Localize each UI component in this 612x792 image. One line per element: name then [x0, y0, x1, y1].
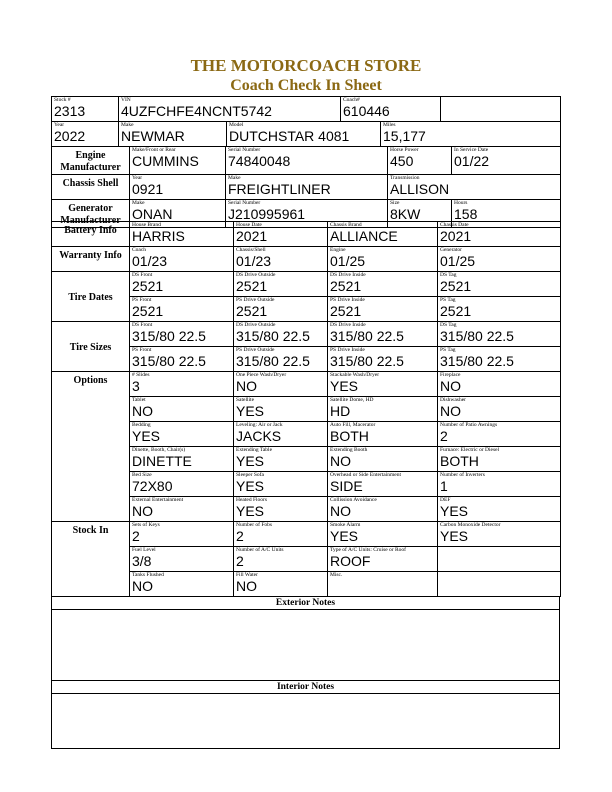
tire-date-cell: DS Drive Outside 2521	[234, 272, 328, 297]
tire-sizes-section-label: Tire Sizes	[52, 322, 130, 372]
generator-size: 8KW	[390, 206, 421, 222]
option-cell: Bedding YES	[130, 422, 234, 447]
blank-cell	[441, 97, 561, 122]
battery-house-date: 2021	[236, 228, 268, 244]
tire-size-cell: DS Drive Inside 315/80 22.5	[328, 322, 438, 347]
option-cell: Dishwasher NO	[438, 397, 561, 422]
tire-size-cell: PS Drive Inside 315/80 22.5	[328, 347, 438, 372]
option-cell: Extending Table YES	[234, 447, 328, 472]
model-value: DUTCHSTAR 4081	[229, 128, 350, 144]
stock-in-cell	[438, 572, 561, 597]
miles-cell: Miles 15,177	[381, 122, 561, 147]
option-cell: Extending Booth NO	[328, 447, 438, 472]
tire-date-cell: PS Drive Outside 2521	[234, 297, 328, 322]
exterior-notes-heading: Exterior Notes	[52, 597, 560, 610]
battery-house-brand: HARRIS	[132, 228, 185, 244]
make-value: NEWMAR	[121, 128, 185, 144]
interior-notes-heading: Interior Notes	[52, 681, 560, 694]
tire-date-cell: DS Drive Inside 2521	[328, 272, 438, 297]
model-cell: Model DUTCHSTAR 4081	[227, 122, 381, 147]
miles-value: 15,177	[383, 128, 426, 144]
option-cell: DEF YES	[438, 497, 561, 522]
engine-section-label: Engine Manufacturer	[52, 147, 130, 175]
battery-chassis-brand: ALLIANCE	[330, 228, 398, 244]
tire-size-cell: PS Tag 315/80 22.5	[438, 347, 561, 372]
tire-date-cell: PS Tag 2521	[438, 297, 561, 322]
tire-size-cell: PS Front 315/80 22.5	[130, 347, 234, 372]
tire-dates-section-label: Tire Dates	[52, 272, 130, 322]
interior-notes-area[interactable]	[52, 694, 560, 749]
option-cell: Sleeper Sofa YES	[234, 472, 328, 497]
option-cell: # Slides 3	[130, 372, 234, 397]
option-cell: Satellite YES	[234, 397, 328, 422]
option-cell: Stackable Wash/Dryer YES	[328, 372, 438, 397]
stock-in-cell: Number of Fobs 2	[234, 522, 328, 547]
warranty-engine: 01/25	[330, 253, 366, 269]
generator-make: ONAN	[132, 206, 173, 222]
tire-size-cell: DS Drive Outside 315/80 22.5	[234, 322, 328, 347]
tire-size-cell: PS Drive Outside 315/80 22.5	[234, 347, 328, 372]
warranty-coach: 01/23	[132, 253, 168, 269]
engine-serial: 74840048	[228, 153, 291, 169]
stock-value: 2313	[54, 103, 86, 119]
stock-in-cell: Fill Water NO	[234, 572, 328, 597]
option-cell: Auto Fill, Macerator BOTH	[328, 422, 438, 447]
generator-serial: J210995961	[228, 206, 306, 222]
chassis-transmission: ALLISON	[390, 181, 450, 197]
coach-number-cell: Coach# 610446	[341, 97, 441, 122]
tire-size-cell: DS Front 315/80 22.5	[130, 322, 234, 347]
options-section-label: Options	[52, 372, 130, 522]
notes-table	[51, 596, 560, 749]
coach-number-value: 610446	[343, 103, 390, 119]
stock-in-section-label: Stock In	[52, 522, 130, 597]
battery-section-label: Battery Info	[52, 222, 130, 247]
year-value: 2022	[54, 128, 86, 144]
chassis-section-label: Chassis Shell	[52, 175, 130, 200]
stock-in-cell: Smoke Alarm YES	[328, 522, 438, 547]
vehicle-info-table	[51, 96, 561, 122]
exterior-notes-area[interactable]	[52, 610, 560, 681]
tire-date-cell: PS Drive Inside 2521	[328, 297, 438, 322]
generator-hours: 158	[454, 206, 478, 222]
vin-cell: VIN 4UZFCHFE4NCNT5742	[119, 97, 341, 122]
sheet-title: Coach Check In Sheet	[230, 77, 382, 94]
chassis-year: 0921	[132, 181, 164, 197]
option-cell: External Entertainment NO	[130, 497, 234, 522]
stock-in-cell: Misc.	[328, 572, 438, 597]
warranty-section-label: Warranty Info	[52, 247, 130, 272]
option-cell: Leveling: Air or Jack JACKS	[234, 422, 328, 447]
option-cell: Dinette, Booth, Chair(s) DINETTE	[130, 447, 234, 472]
option-cell: Number of Patio Awnings 2	[438, 422, 561, 447]
option-cell: Furnace: Electric or Diesel BOTH	[438, 447, 561, 472]
tire-size-cell: DS Tag 315/80 22.5	[438, 322, 561, 347]
option-cell: Heated Floors YES	[234, 497, 328, 522]
option-cell: Satellite Dome, HD HD	[328, 397, 438, 422]
powertrain-table: Engine Manufacturer Make/Front or Rear CUMMINS Serial Number 74840048 Horse Power 450 In Service Date 01/22 Chassis Shell Year 0921 Make FREIGHTLINER Transmission ALLISON Generator Manufacturer Make ONAN Serial Number J210995961 Size 8KW Hours 158	[51, 146, 561, 228]
make-cell: Make NEWMAR	[119, 122, 227, 147]
warranty-generator: 01/25	[440, 253, 476, 269]
option-cell: One Piece Wash/Dryer NO	[234, 372, 328, 397]
stock-in-cell: Carbon Monoxide Detector YES	[438, 522, 561, 547]
engine-make: CUMMINS	[132, 153, 199, 169]
option-cell: Tablet NO	[130, 397, 234, 422]
stock-in-cell	[438, 547, 561, 572]
vin-value: 4UZFCHFE4NCNT5742	[121, 103, 272, 119]
generator-section-label: Generator Manufacturer	[52, 200, 130, 228]
battery-chassis-date: 2021	[440, 228, 472, 244]
engine-hp: 450	[390, 153, 414, 169]
option-cell: Overhead or Side Entertainment SIDE	[328, 472, 438, 497]
option-cell: Number of Inverters 1	[438, 472, 561, 497]
option-cell: Collission Avoidance NO	[328, 497, 438, 522]
tire-date-cell: DS Tag 2521	[438, 272, 561, 297]
tire-date-cell: DS Front 2521	[130, 272, 234, 297]
details-table: Battery Info House Brand HARRIS House Date 2021 Chassis Brand ALLIANCE Chassis Date 2021 Warranty Info Coach 01/23 Chassis/Shell 01/23 Engine 01/25 Generator 01/25 Tire Dates DS Front 2521 DS Drive Outside 2521 DS Drive Inside 2521 DS Tag 2521 PS Front 2521 PS Drive Outside 2521 PS Drive Inside 2521 PS Tag 2521 Tire Sizes DS Front 315/80 22.5 DS Drive Outside 315/80 22.5 DS Drive Inside 315/80 22.5 DS Tag 315/80 22.5 PS Front 315/80 22.5 PS Drive Outside 315/80 22.5 PS Drive Inside 315/80 22.5 PS Tag 315/80 22.5 Options # Slides 3 One Piece Wash/Dryer NO Stackable Wash/Dryer YES Fireplace NO Tablet NO Satellite YES Satellite Dome, HD HD Dishwasher NO Bedding YES Leveling: Air or Jack JACKS Auto Fill, Macerator BOTH Number of Patio Awnings 2 Dinette, Booth, Chair(s) DINETTE Extending Table YES Extending Booth NO Furnace: Electric or Diesel BOTH Bed Size 72X80 Sleeper Sofa YES Overhead or Side Entertainment SIDE Number of Inverters 1 External Entertainment NO Heated Floors YES Collission Avoidance NO DEF YES Stock In Sets of Keys 2 Number of Fobs 2 Smoke Alarm YES Carbon Monoxide Detector YES Fuel Level 3/8 Number of A/C Units 2 Type of A/C Units: Cruise or Roof ROOF Tanks Flushed NO Fill Water NO Misc.	[51, 221, 561, 597]
stock-in-cell: Number of A/C Units 2	[234, 547, 328, 572]
warranty-shell: 01/23	[236, 253, 272, 269]
stock-in-cell: Sets of Keys 2	[130, 522, 234, 547]
vehicle-info-table-2	[51, 121, 561, 147]
option-cell: Fireplace NO	[438, 372, 561, 397]
chassis-make: FREIGHTLINER	[228, 181, 331, 197]
stock-in-cell: Fuel Level 3/8	[130, 547, 234, 572]
year-cell: Year 2022	[52, 122, 119, 147]
tire-date-cell: PS Front 2521	[130, 297, 234, 322]
stock-in-cell: Type of A/C Units: Cruise or Roof ROOF	[328, 547, 438, 572]
stock-in-cell: Tanks Flushed NO	[130, 572, 234, 597]
store-title: THE MOTORCOACH STORE	[190, 56, 422, 75]
stock-cell: Stock # 2313	[52, 97, 119, 122]
option-cell: Bed Size 72X80	[130, 472, 234, 497]
engine-service-date: 01/22	[454, 153, 490, 169]
